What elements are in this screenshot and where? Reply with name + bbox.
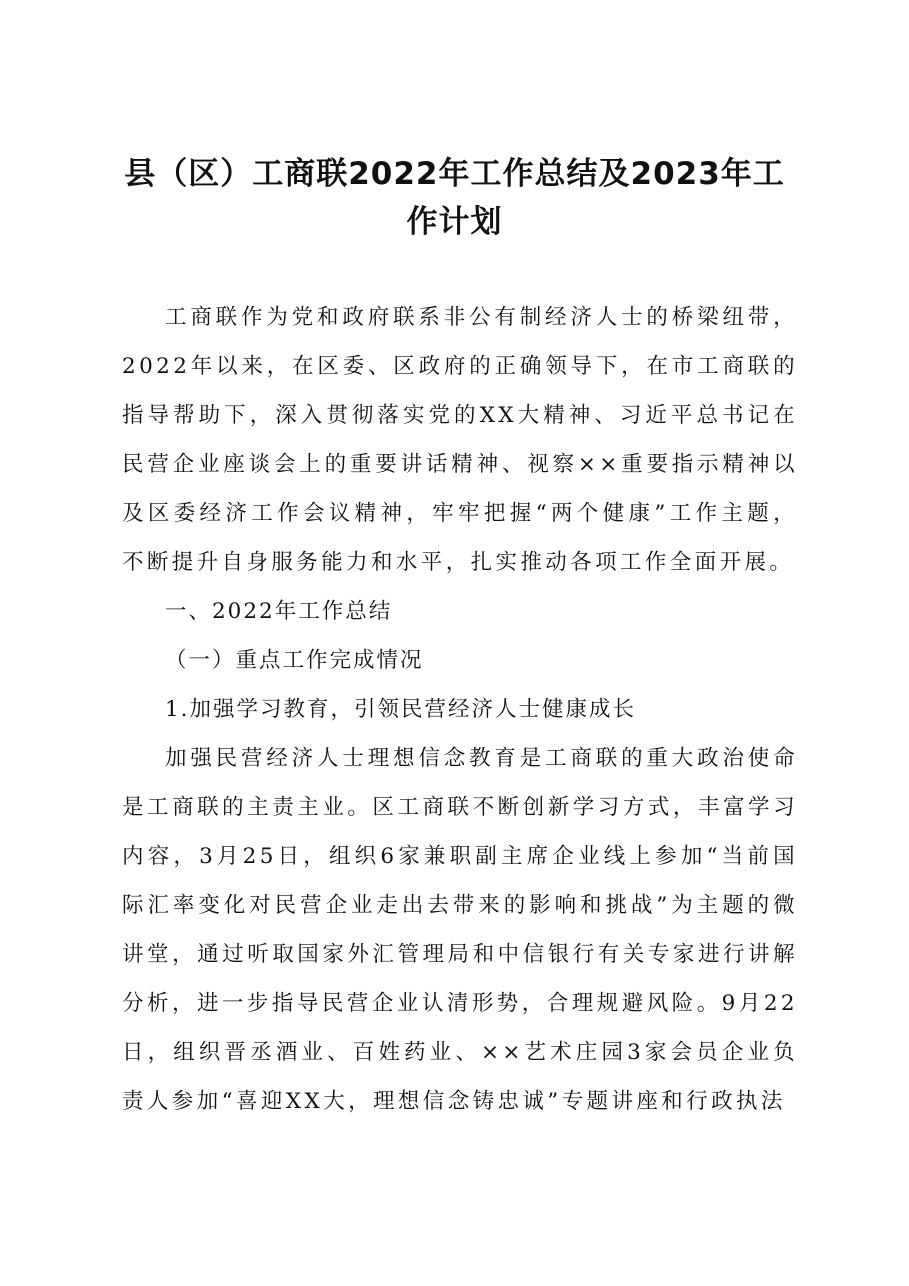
paragraph-study-education: 加强民营经济人士理想信念教育是工商联的重大政治使命是工商联的主责主业。区工商联不断创新学习方式，丰富学习内容，3月25日，组织6家兼职副主席企业线上参加“当前国际汇率变化对民营企业走出去带来的影响和挑战”为主题的微讲堂，通过听取国家外汇管理局和中信银行有关专家进行讲解分析，进一步指导民营企业认清形势，合理规避风险。9月22日，组织晋丞酒业、百姓药业、××艺术庄园3家会员企业负责人参加“喜迎XX大，理想信念铸忠诚”专题讲座和行政执法 [122,746,798,1114]
subsection-heading: （一）重点工作完成情况 [165,648,424,673]
item-heading: 1.加强学习教育，引领民营经济人士健康成长 [165,697,637,722]
section-heading: 一、2022年工作总结 [165,599,393,624]
document-title [110,150,799,246]
paragraph-intro: 工商联作为党和政府联系非公有制经济人士的桥梁纽带，2022年以来，在区委、区政府的正确领导下，在市工商联的指导帮助下，深入贯彻落实党的XX大精神、习近平总书记在民营企业座谈会上的重要讲话精神、视察××重要指示精神以及区委经济工作会议精神，牢牢把握“两个健康”工作主题，不断提升自身服务能力和水平，扎实推动各项工作全面开展。 [122,305,798,575]
document-body [122,293,798,1126]
title-line-1: 县（区）工商联2022年工作总结及2023年工 [124,156,785,192]
title-line-2: 作计划 [406,204,503,240]
